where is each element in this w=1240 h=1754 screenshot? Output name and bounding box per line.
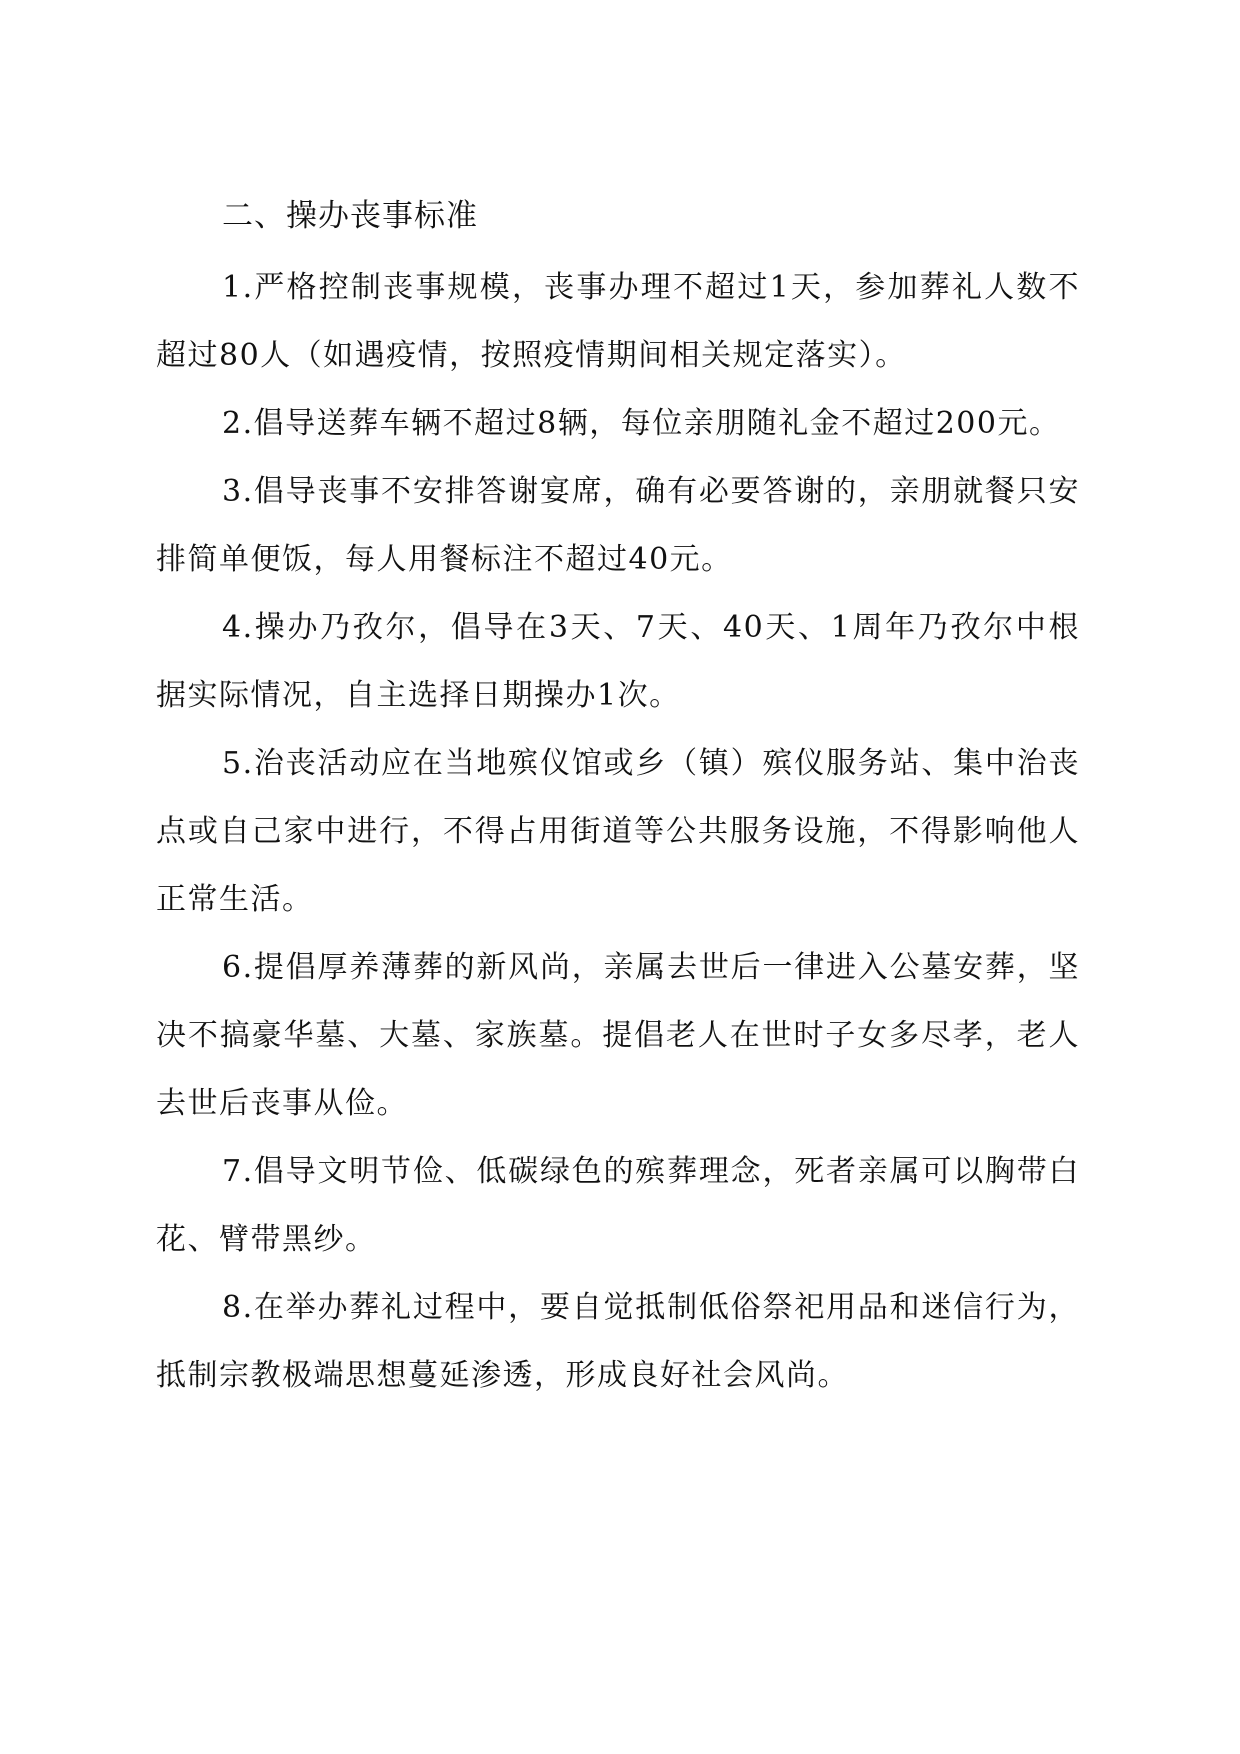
- paragraph-5: 5.治丧活动应在当地殡仪馆或乡（镇）殡仪服务站、集中治丧点或自己家中进行，不得占用街道等公共服务设施，不得影响他人正常生活。: [156, 746, 1080, 917]
- section-heading: 二、操办丧事标准: [222, 198, 478, 234]
- paragraph-3: 3.倡导丧事不安排答谢宴席，确有必要答谢的，亲朋就餐只安排简单便饭，每人用餐标注不超过40元。: [156, 474, 1080, 577]
- paragraph-6: 6.提倡厚养薄葬的新风尚，亲属去世后一律进入公墓安葬，坚决不搞豪华墓、大墓、家族墓。提倡老人在世时子女多尽孝，老人去世后丧事从俭。: [156, 950, 1080, 1121]
- document-body: [156, 186, 1080, 1410]
- paragraph-2: 2.倡导送葬车辆不超过8辆，每位亲朋随礼金不超过200元。: [222, 406, 1061, 441]
- paragraph-1: 1.严格控制丧事规模，丧事办理不超过1天，参加葬礼人数不超过80人（如遇疫情，按照疫情期间相关规定落实）。: [156, 270, 1080, 373]
- paragraph-4: 4.操办乃孜尔，倡导在3天、7天、40天、1周年乃孜尔中根据实际情况，自主选择日期操办1次。: [156, 610, 1080, 713]
- paragraph-8: 8.在举办葬礼过程中，要自觉抵制低俗祭祀用品和迷信行为，抵制宗教极端思想蔓延渗透，形成良好社会风尚。: [156, 1290, 1080, 1393]
- paragraph-7: 7.倡导文明节俭、低碳绿色的殡葬理念，死者亲属可以胸带白花、臂带黑纱。: [156, 1154, 1080, 1257]
